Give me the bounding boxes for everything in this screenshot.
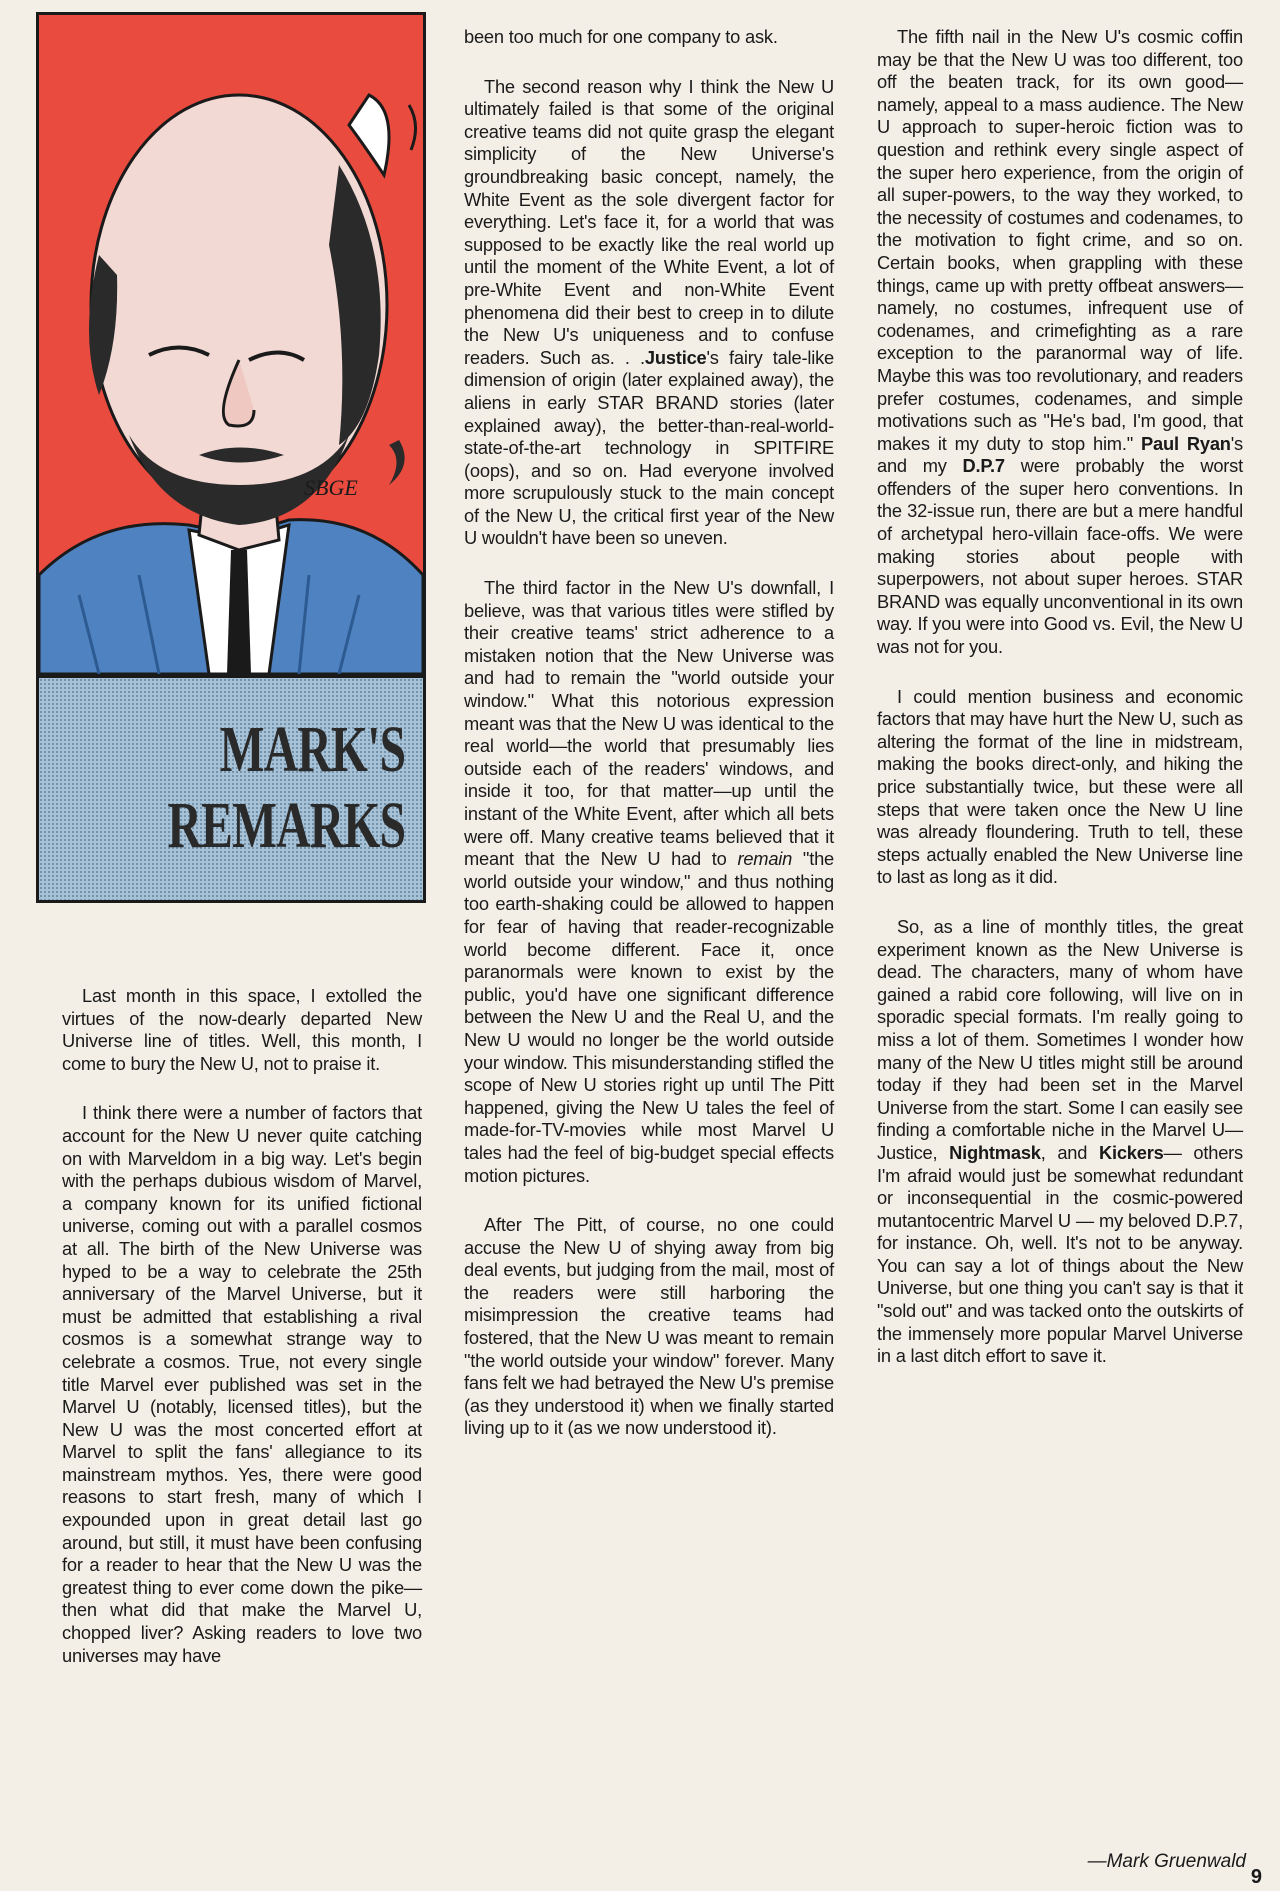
paragraph: I think there were a number of factors that account for the New U never quite catching on with Marveldom in a big way. Let's begin with the perhaps dubious wisdom of Marvel, a company known for its unified fictional universe, coming out with a parallel cosmos at all. The birth of the New Universe was hyped to be a way to celebrate the 25th anniversary of the Marvel Universe, but it must be admitted that establishing a rival cosmos is a somewhat strange way to celebrate a cosmos. True, not every single title Marvel ever published was set in the Marvel U (notably, licensed titles), but the New U was the most concerted effort at Marvel to split the fans' allegiance to its mainstream mythos. Yes, there were good reasons to start fresh, many of which I expounded upon in great detail last go around, but still, it must have been confusing for a reader to hear that the New U was the greatest thing to ever come down the pike—then what did that make the Marvel U, chopped liver? Asking readers to love two universes may have <box>62 1102 422 1666</box>
column-2 <box>464 26 834 1467</box>
paragraph <box>464 76 834 550</box>
text-run: 's fairy tale-like dimension of origin (later explained away), the aliens in early STAR BRAND stories (later explained away), the better-than-real-world-state-of-the-art technology in SPITFIRE (oops), and so on. Had everyone involved more scrupulously stuck to the main concept of the New U, the critical first year of the New U wouldn't have been so uneven. <box>464 346 834 549</box>
paragraph <box>464 577 834 1187</box>
paragraph: been too much for one company to ask. <box>464 26 778 47</box>
caricature-drawing <box>39 15 423 674</box>
bold-name: Paul Ryan <box>1141 432 1231 454</box>
text-run: So, as a line of monthly titles, the great experiment known as the New Universe is dead. The characters, many of whom have gained a rabid core following, will live on in sporadic special formats. I'm really going to miss a lot of them. Sometimes I wonder how many of the New U titles might still be around today if they had been set in the Marvel Universe from the start. Some I can easily see finding a comfortable niche in the Marvel U— Justice, <box>877 915 1243 1163</box>
paragraph <box>877 916 1243 1368</box>
paragraph: Last month in this space, I extolled the virtues of the now-dearly departed New Universe line of titles. Well, this month, I come to bury the New U, not to praise it. <box>62 985 422 1074</box>
column-1 <box>62 985 422 1694</box>
bold-title: Nightmask <box>949 1141 1041 1163</box>
italic-word: remain <box>737 848 793 870</box>
paragraph: I could mention business and economic factors that may have hurt the New U, such as altering the format of the line in midstream, making the books direct-only, and hiking the price substantially twice, but these were all steps that were taken once the New U line was already floundering. Truth to tell, these steps actually enabled the New Universe line to last as long as it did. <box>877 685 1243 888</box>
text-run: 's and my <box>877 432 1243 477</box>
text-run: — others I'm afraid would just be somewhat redundant or inconsequential in the cosmic-powered mutantocentric Marvel U — my beloved D.P.7, for instance. Oh, well. It's not to be anyway. You can say a lot of things about the New Universe, but one thing you can't say is that it "sold out" and was tacked onto the outskirts of the immensely more popular Marvel Universe in a last ditch effort to save it. <box>877 1141 1243 1367</box>
text-run: The fifth nail in the New U's cosmic coffin may be that the New U was too different, too off the beaten track, for its own good—namely, appeal to a mass audience. The New U approach to super-heroic fiction was to question and rethink every single aspect of the super hero experience, from the origin of all super-powers, to the way they worked, to the necessity of costumes and codenames, to the motivation to fight crime, and so on. Certain books, when grappling with these things, came up with pretty offbeat answers—namely, no costumes, infrequent use of codenames, and crimefighting as a rare exception to the paranormal way of life. Maybe this was too revolutionary, and readers prefer costumes, codenames, and simple motivations such as "He's bad, I'm good, that makes it my duty to stop him." <box>877 26 1243 454</box>
text-run: The second reason why I think the New U ultimately failed is that some of the original creative teams did not quite grasp the elegant simplicity of the New Universe's groundbreaking basic concept, namely, the White Event as the sole divergent factor for everything. Let's face it, for a world that was supposed to be exactly like the real world up until the moment of the White Event, a lot of pre-White Event and non-White Event phenomena did their best to creep in to dilute the New U's uniqueness and to confuse readers. Such as. . . <box>464 75 834 368</box>
author-signature: —Mark Gruenwald <box>1087 1851 1246 1872</box>
text-run: were probably the worst offenders of the super hero conventions. In the 32-issue run, there are but a mere handful of archetypal hero-villain face-offs. We were making stories about people with superpowers, not about super heroes. STAR BRAND was equally unconventional in its own way. If you were into Good vs. Evil, the New U was not for you. <box>877 455 1244 658</box>
paragraph <box>877 26 1243 659</box>
text-run: The third factor in the New U's downfall, I believe, was that various titles were stifled by their creative teams' strict adherence to a mistaken notion that the New Universe was and had to remain the "world outside your window." What this notorious expression meant was that the New U was identical to the real world—the world that presumably lies outside each of the readers' windows, and inside it too, for that matter—up until the instant of the White Event, after which all bets were off. Many creative teams believed that it meant that the New U had to <box>464 577 834 870</box>
column-title-box <box>36 675 426 903</box>
caricature-illustration <box>36 12 426 677</box>
artist-signature: SBGE <box>304 475 358 500</box>
bold-title: Justice <box>644 346 707 368</box>
page-number: 9 <box>1250 1866 1262 1888</box>
text-run: "the world outside your window," and thus nothing too earth-shaking could be allowed to happen for fear of having that reader-recognizable world become different. Face it, once paranormals were known to exist by the public, you'd have one significant difference between the New U and the Real U, and the New U would no longer be the world outside your window. This misunderstanding stifled the scope of New U stories right up until The Pitt happened, giving the New U tales the feel of made-for-TV-movies while most Marvel U tales had the feel of big-budget special effects motion pictures. <box>464 848 835 1186</box>
text-run: , and <box>1040 1141 1088 1163</box>
bold-title: Kickers <box>1098 1141 1164 1163</box>
title-line-2: REMARKS <box>167 789 405 862</box>
column-3 <box>877 26 1243 1395</box>
paragraph: After The Pitt, of course, no one could accuse the New U of shying away from big deal events, but judging from the mail, most of the readers were still harboring the misimpression the creative teams had fostered, that the New U was meant to remain "the world outside your window" forever. Many fans felt we had betrayed the New U's premise (as they understood it) when we finally started living up to it (as we now understood it). <box>464 1214 834 1439</box>
bold-title: D.P.7 <box>962 455 1005 477</box>
column-title <box>167 712 405 864</box>
title-line-1: MARK'S <box>219 713 405 786</box>
